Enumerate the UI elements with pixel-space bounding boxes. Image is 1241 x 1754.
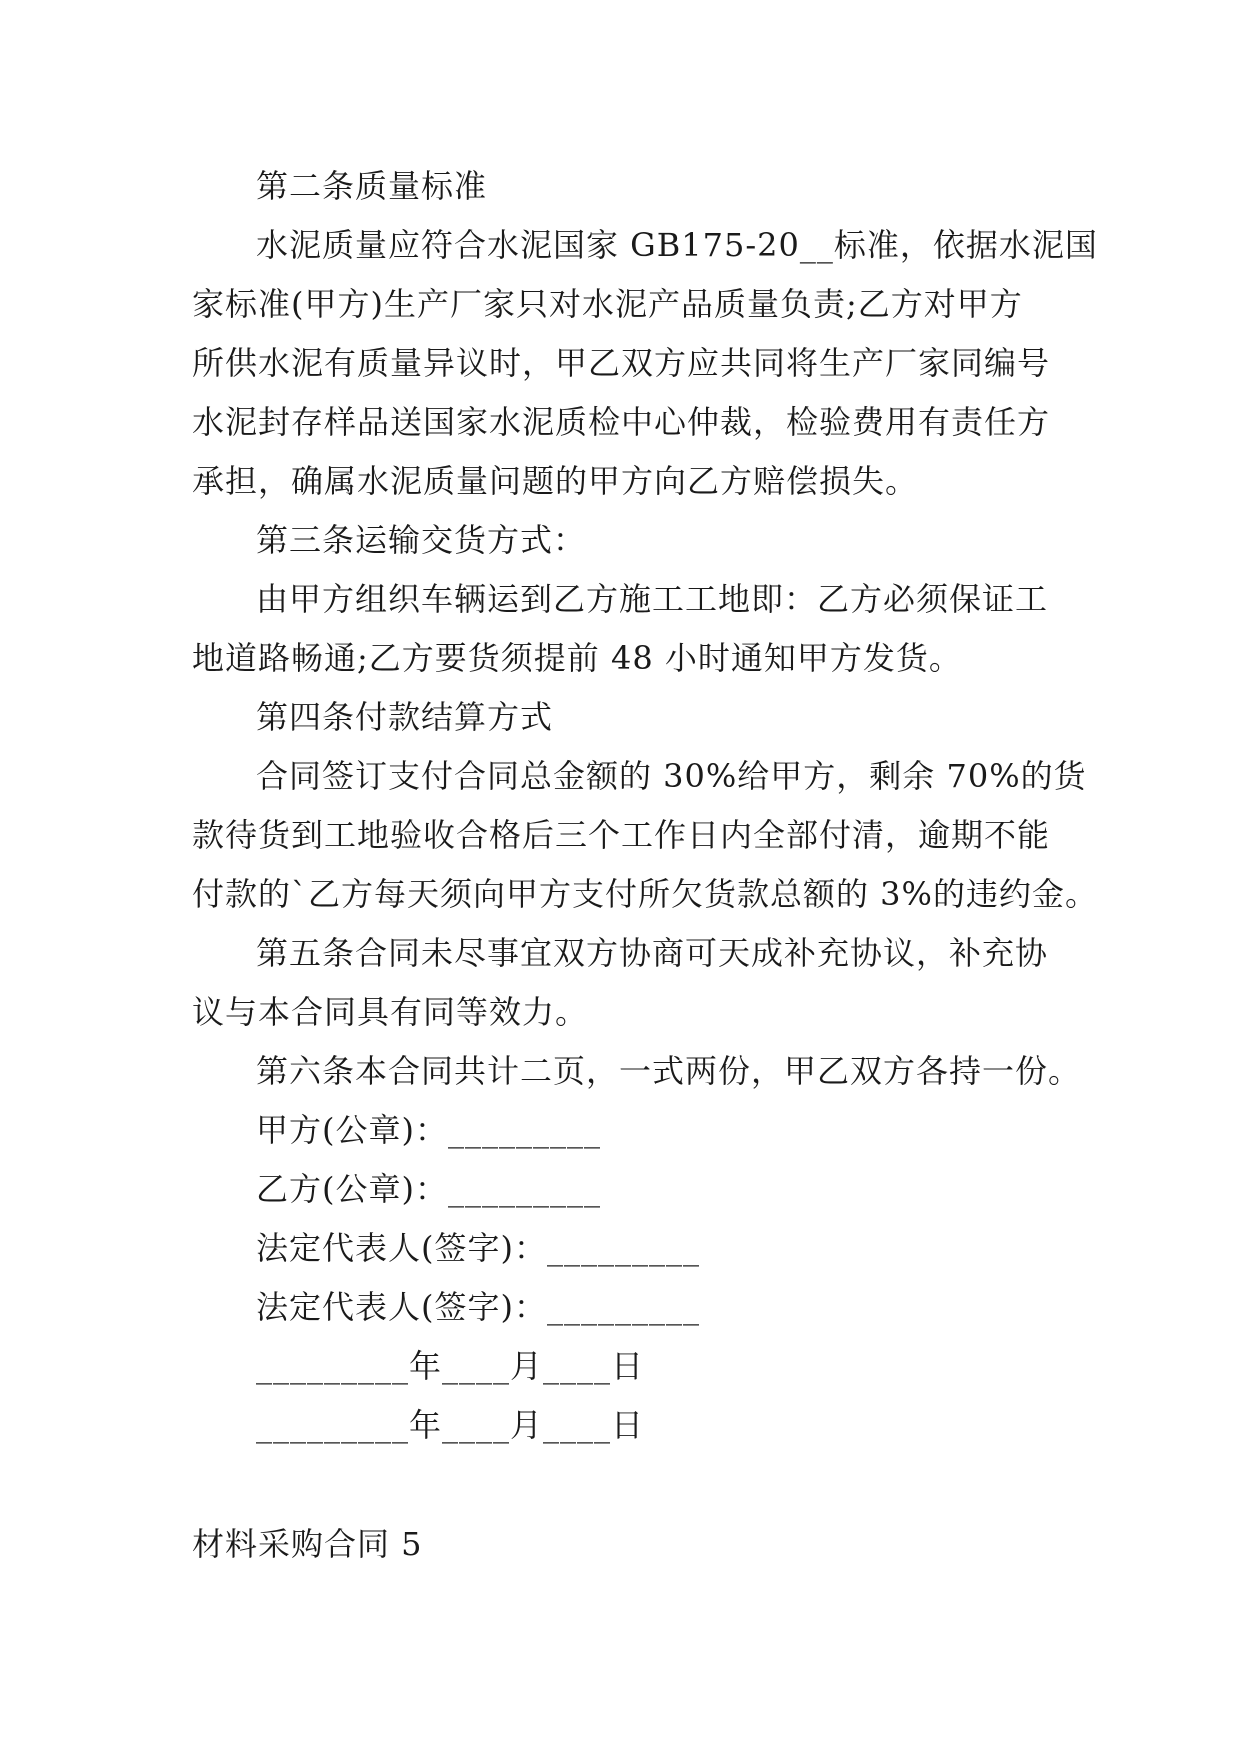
party-a-seal-field: 甲方(公章)：_________ — [256, 1111, 601, 1149]
paragraph-line: 承担，确属水泥质量问题的甲方向乙方赔偿损失。 — [192, 462, 919, 500]
article-2-heading: 第二条质量标准 — [256, 167, 488, 205]
legal-rep-signature-field: 法定代表人(签字)：_________ — [256, 1288, 700, 1326]
paragraph-line: 所供水泥有质量异议时，甲乙双方应共同将生产厂家同编号 — [192, 344, 1051, 382]
date-field: _________年____月____日 — [256, 1406, 645, 1444]
paragraph-line: 家标准(甲方)生产厂家只对水泥产品质量负责;乙方对甲方 — [192, 285, 1023, 323]
paragraph-line: 付款的`乙方每天须向甲方支付所欠货款总额的 3%的违约金。 — [192, 875, 1098, 913]
paragraph-line: 款待货到工地验收合格后三个工作日内全部付清，逾期不能 — [192, 816, 1051, 854]
paragraph-line: 合同签订支付合同总金额的 30%给甲方，剩余 70%的货 — [256, 757, 1087, 795]
paragraph-line: 水泥质量应符合水泥国家 GB175-20__标准，依据水泥国 — [256, 226, 1098, 264]
article-3-heading: 第三条运输交货方式： — [256, 521, 587, 559]
article-5-line: 第五条合同未尽事宜双方协商可天成补充协议，补充协 — [256, 934, 1049, 972]
section-title: 材料采购合同 5 — [192, 1525, 423, 1563]
paragraph-line: 地道路畅通;乙方要货须提前 48 小时通知甲方发货。 — [192, 639, 962, 677]
paragraph-line: 由甲方组织车辆运到乙方施工工地即：乙方必须保证工 — [256, 580, 1049, 618]
date-field: _________年____月____日 — [256, 1347, 645, 1385]
article-4-heading: 第四条付款结算方式 — [256, 698, 554, 736]
paragraph-line: 水泥封存样品送国家水泥质检中心仲裁，检验费用有责任方 — [192, 403, 1051, 441]
paragraph-line: 议与本合同具有同等效力。 — [192, 993, 589, 1031]
legal-rep-signature-field: 法定代表人(签字)：_________ — [256, 1229, 700, 1267]
article-6-line: 第六条本合同共计二页，一式两份，甲乙双方各持一份。 — [256, 1052, 1082, 1090]
party-b-seal-field: 乙方(公章)：_________ — [256, 1170, 601, 1208]
